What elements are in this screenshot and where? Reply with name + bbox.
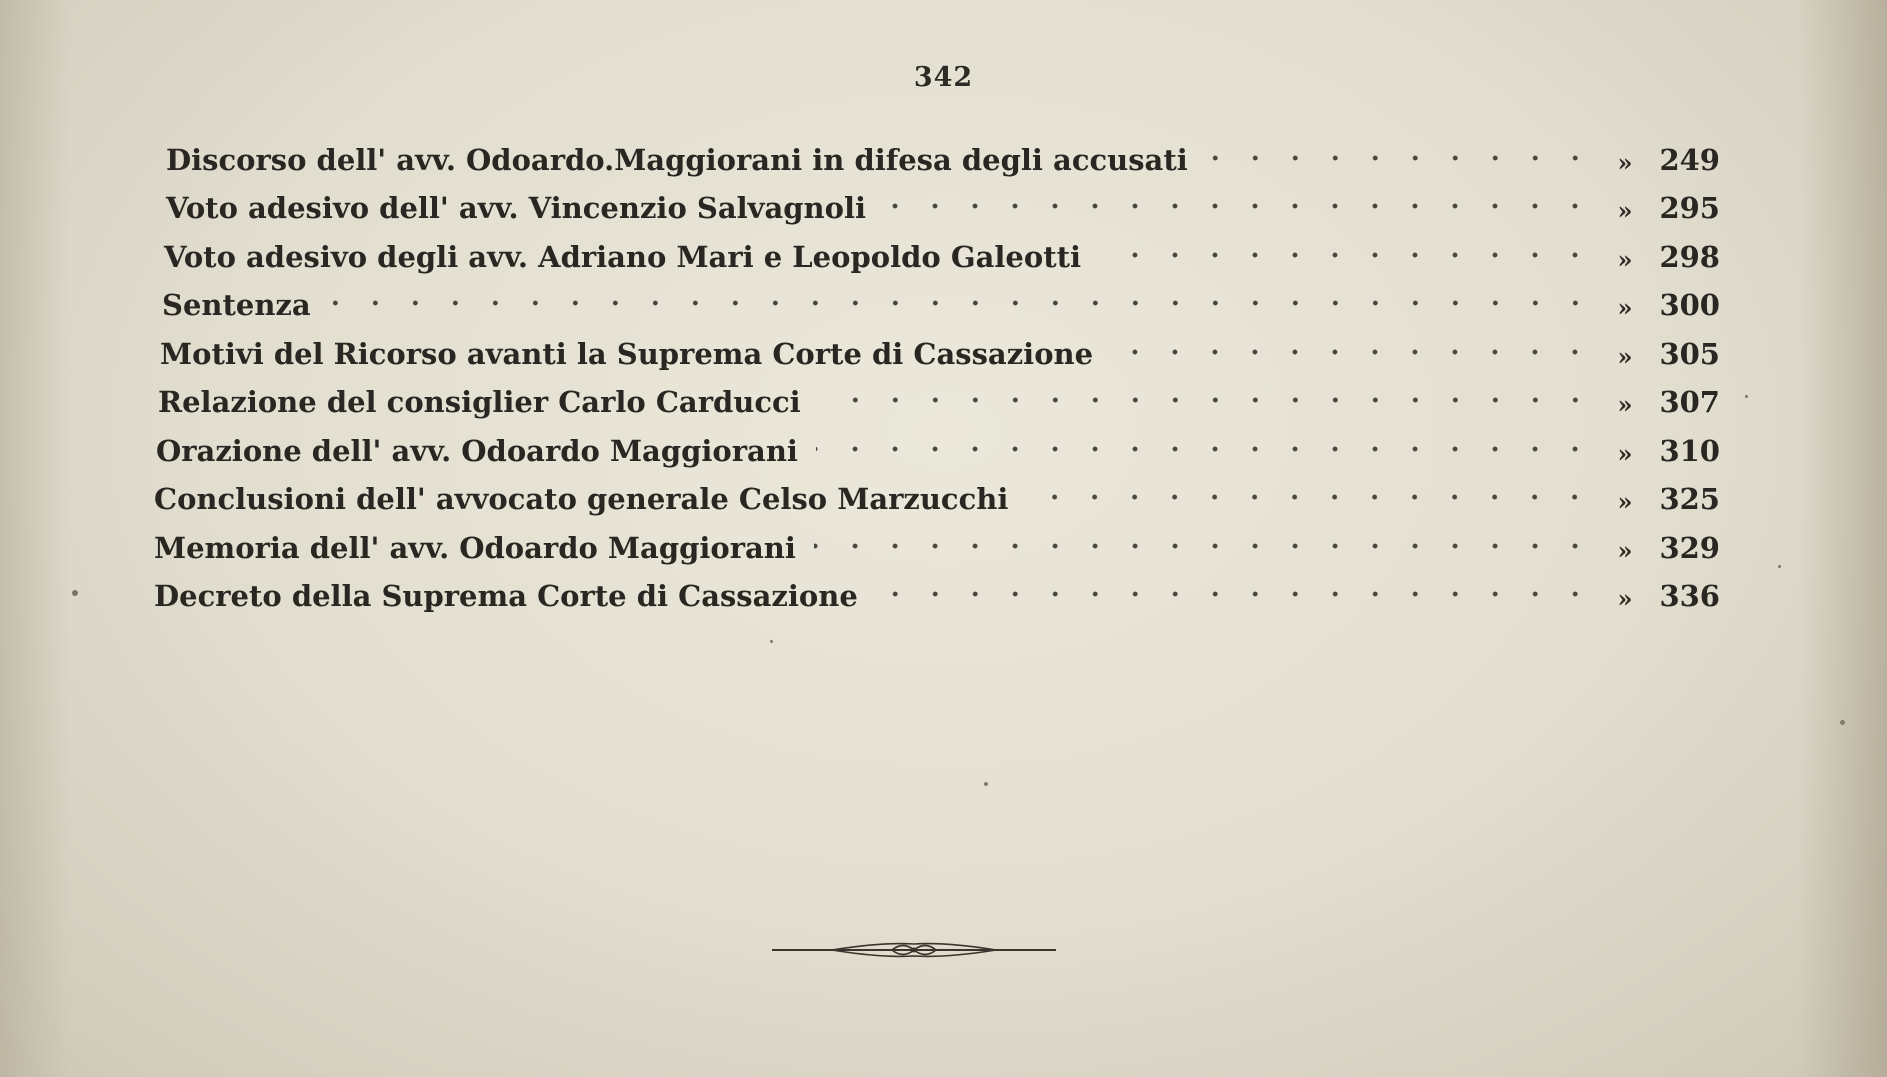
dot-leader <box>1099 240 1595 270</box>
table-of-contents <box>150 128 1720 613</box>
toc-entry-title: Voto adesivo dell' avv. Vincenzio Salvagnoli <box>166 191 867 225</box>
toc-entry-title: Discorso dell' avv. Odoardo.Maggiorani in difesa degli accusati <box>166 142 1188 177</box>
toc-entry-page: 329 <box>1659 530 1720 565</box>
toc-entry-title: Conclusioni dell' avvocato generale Celso Marzucchi <box>154 482 1009 516</box>
toc-entry-marker: » <box>1617 196 1633 225</box>
paper-speck <box>1778 565 1781 568</box>
page-number: 342 <box>913 62 974 93</box>
dot-leader <box>876 579 1595 609</box>
paper-speck <box>1745 395 1748 398</box>
toc-entry-title: Relazione del consiglier Carlo Carducci <box>158 385 801 419</box>
dot-leader <box>329 288 1595 318</box>
toc-entry-title: Motivi del Ricorso avanti la Suprema Corte di Cassazione <box>160 336 1094 371</box>
toc-entry <box>150 274 1720 323</box>
dot-leader <box>1026 482 1595 512</box>
toc-entry <box>150 225 1720 274</box>
toc-entry <box>150 565 1720 614</box>
tailpiece-ornament-icon <box>772 930 1056 970</box>
toc-entry-page: 249 <box>1659 142 1720 177</box>
toc-entry-page: 336 <box>1659 579 1720 613</box>
paper-speck <box>770 640 773 643</box>
toc-entry-marker: » <box>1617 438 1633 468</box>
toc-entry-title: Orazione dell' avv. Odoardo Maggiorani <box>156 433 798 468</box>
toc-entry-page: 298 <box>1659 239 1720 274</box>
toc-entry <box>150 128 1720 177</box>
toc-entry-page: 325 <box>1659 482 1720 516</box>
toc-entry <box>150 322 1720 371</box>
toc-entry-page: 295 <box>1659 191 1720 225</box>
toc-entry-marker: » <box>1617 487 1633 516</box>
toc-entry-title: Voto adesivo degli avv. Adriano Mari e Leopoldo Galeotti <box>164 239 1081 274</box>
paper-speck <box>1840 720 1845 725</box>
toc-entry-marker: » <box>1617 390 1633 419</box>
toc-entry <box>150 516 1720 565</box>
toc-entry <box>150 177 1720 226</box>
toc-entry-title: Decreto della Suprema Corte di Cassazione <box>154 579 858 613</box>
toc-entry <box>150 371 1720 420</box>
toc-entry-title: Sentenza <box>162 288 311 322</box>
dot-leader <box>1111 337 1595 367</box>
toc-entry-page: 300 <box>1659 288 1720 322</box>
toc-entry <box>150 468 1720 517</box>
toc-entry-marker: » <box>1617 293 1633 322</box>
toc-entry-title: Memoria dell' avv. Odoardo Maggiorani <box>154 530 796 565</box>
dot-leader <box>884 191 1595 221</box>
toc-entry-marker: » <box>1617 535 1633 565</box>
toc-entry <box>150 419 1720 468</box>
toc-entry-page: 307 <box>1659 385 1720 419</box>
paper-speck <box>984 782 988 786</box>
toc-entry-marker: » <box>1617 341 1633 371</box>
dot-leader <box>814 531 1595 561</box>
dot-leader <box>816 434 1595 464</box>
show-through-text <box>640 830 649 861</box>
toc-entry-page: 305 <box>1659 336 1720 371</box>
dot-leader <box>819 385 1595 415</box>
toc-entry-marker: » <box>1617 244 1633 274</box>
toc-entry-marker: » <box>1617 584 1633 613</box>
toc-entry-marker: » <box>1617 147 1633 177</box>
toc-entry-page: 310 <box>1659 433 1720 468</box>
paper-speck <box>72 590 78 596</box>
dot-leader <box>1206 143 1595 173</box>
